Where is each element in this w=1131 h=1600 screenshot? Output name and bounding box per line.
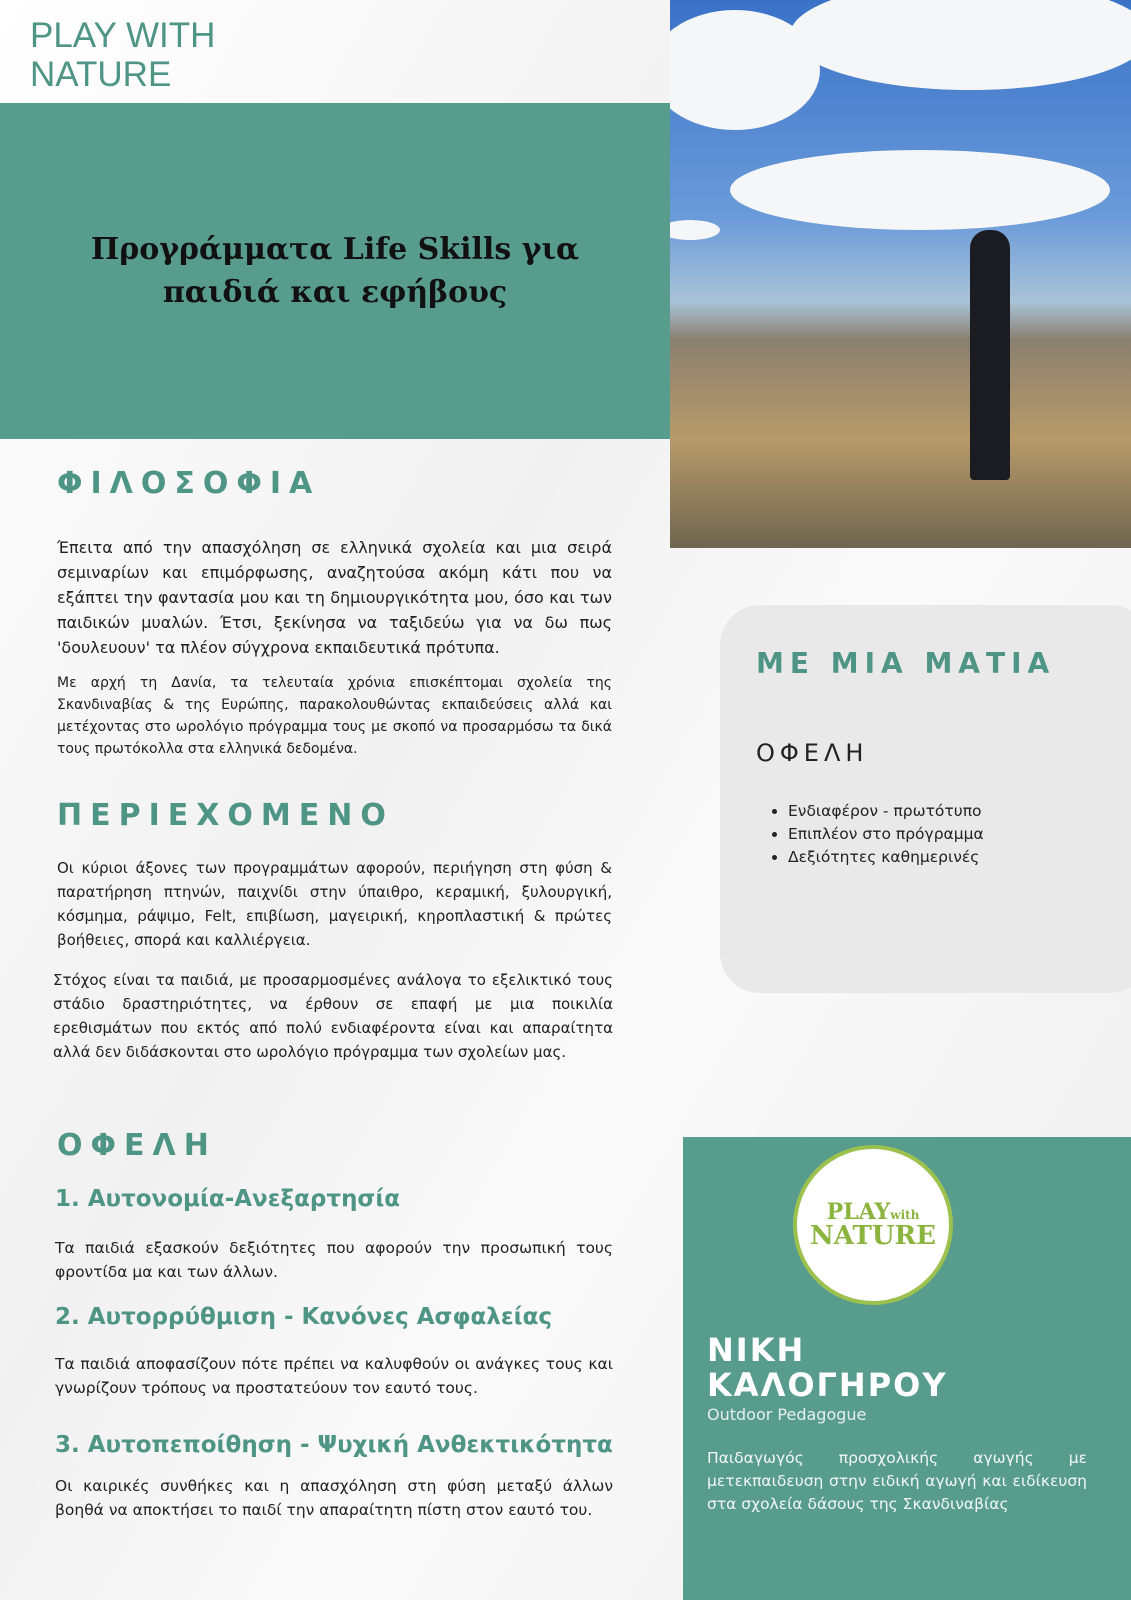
brand-logo: PLAYwith NATURE bbox=[793, 1145, 953, 1305]
glance-subtitle: ΟΦΕΛΗ bbox=[756, 739, 869, 767]
at-a-glance-card bbox=[720, 605, 1131, 993]
list-item: • Δεξιότητες καθημερινές bbox=[788, 846, 984, 869]
bio-panel bbox=[683, 1137, 1131, 1600]
headline-band bbox=[0, 103, 670, 439]
benefits-heading: ΟΦΕΛΗ bbox=[57, 1128, 217, 1163]
hero-photo bbox=[670, 0, 1131, 548]
benefit-text: Τα παιδιά εξασκούν δεξιότητες που αφορούν την προσωπική τους φροντίδα μα και των άλλων. bbox=[55, 1239, 613, 1281]
benefit-heading: 2. Αυτορρύθμιση - Κανόνες Ασφαλείας bbox=[55, 1304, 553, 1330]
bio-name: ΝΙΚΗ ΚΑΛΟΓΗΡΟΥ bbox=[707, 1331, 948, 1405]
person-figure bbox=[970, 230, 1010, 480]
benefit-heading: 3. Αυτοπεποίθηση - Ψυχική Ανθεκτικότητα bbox=[55, 1432, 613, 1458]
benefit-heading: 1. Αυτονομία-Ανεξαρτησία bbox=[55, 1186, 401, 1212]
brand-title: PLAY WITH NATURE bbox=[30, 16, 216, 95]
glance-list bbox=[788, 800, 984, 869]
glance-title: ΜΕ ΜΙΑ ΜΑΤΙΑ bbox=[756, 647, 1056, 680]
content-p1: Οι κύριοι άξονες των προγραμμάτων αφορούν, περιήγηση στη φύση & παρατήρηση πτηνών, παιχνίδι στην ύπαιθρο, κεραμική, ξυλουργική, κόσμημα, ράψιμο, Felt, επιβίωση, μαγειρική, κηροπλαστική & πρώτες βοήθειες, σπορά και καλλιέργεια. bbox=[57, 859, 612, 949]
list-item: • Επιπλέον στο πρόγραμμα bbox=[788, 823, 984, 846]
content-p2: Στόχος είναι τα παιδιά, με προσαρμοσμένες ανάλογα το εξελικτικό τους στάδιο δραστηριότητες, να έρθουν σε επαφή με μια ποικιλία ερεθισμάτων που εκτός από πολύ ενδιαφέροντα είναι και απαραίτητα αλλά δεν διδάσκονται στο ωρολόγιο πρόγραμμα των σχολείων μας. bbox=[53, 971, 613, 1061]
headline: Προγράμματα Life Skills για παιδιά και εφήβους bbox=[90, 231, 580, 310]
bio-text: Παιδαγωγός προσχολικής αγωγής με μετεκπαιδευση στην ειδική αγωγή και ειδίκευση στα σχολεία δάσους της Σκανδιναβίας bbox=[707, 1449, 1087, 1513]
philosophy-p1: Έπειτα από την απασχόληση σε ελληνικά σχολεία και μια σειρά σεμιναρίων και επιμόρφωσης, αναζητούσα ακόμη κάτι που να εξάπτει την φαντασία μου και τη δημιουργικότητα μου, όσο και των παιδικών μυαλών. Έτσι, ξεκίνησα να ταξιδεύω για να δω πως 'δουλευουν' τα πλέον σύγχρονα εκπαιδευτικά πρότυπα. bbox=[57, 538, 612, 657]
benefit-text: Οι καιρικές συνθήκες και η απασχόληση στη φύση μεταξύ άλλων βοηθά να αποκτήσει το παιδί την απαραίτητη πίστη στον εαυτό του. bbox=[55, 1477, 613, 1519]
list-item: • Ενδιαφέρον - πρωτότυπο bbox=[788, 800, 984, 823]
benefit-text: Τα παιδιά αποφασίζουν πότε πρέπει να καλυφθούν οι ανάγκες τους και γνωρίζουν τρόπους να προστατεύουν τον εαυτό τους. bbox=[55, 1355, 613, 1397]
bio-role: Outdoor Pedagogue bbox=[707, 1405, 867, 1424]
content-heading: ΠΕΡΙΕΧΟΜΕΝΟ bbox=[57, 798, 394, 833]
philosophy-heading: ΦΙΛΟΣΟΦΙΑ bbox=[57, 466, 321, 501]
philosophy-p2: Με αρχή τη Δανία, τα τελευταία χρόνια επισκέπτομαι σχολεία της Σκανδιναβίας & της Ευρώπης, παρακολουθώντας εκπαιδεύσεις αλλά και μετέχοντας στο ωρολόγιο πρόγραμμα τους με σκοπό να προσαρμόσω τα δικά τους πρωτόκολλα στα ελληνικά δεδομένα. bbox=[57, 675, 612, 757]
